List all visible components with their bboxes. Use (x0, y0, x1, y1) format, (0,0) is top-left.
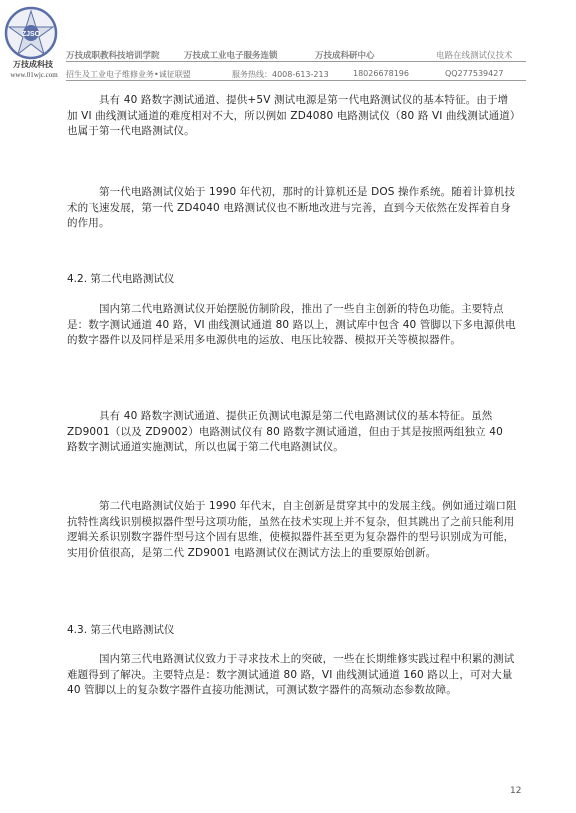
header-rule (66, 80, 526, 81)
paragraph: 国内第三代电路测试仪致力于寻求技术上的突破，一些在长期维修实践过程中积累的测试难题得到了解决。主要特点是：数字测试通道 80 路，VI 曲线测试通道 160 路以上，可对大量 40 管脚以上的复杂数字器件直接功能测试，可测试数字器件的高频动态参数故障。 (67, 653, 515, 696)
header-item: 万技成科研中心 (315, 51, 375, 61)
company-logo (4, 6, 58, 60)
header-item: 电路在线测试仪技术 (436, 51, 513, 61)
logo-text: ZJSO (21, 31, 41, 38)
paragraph: 具有 40 路数字测试通道、提供正负测试电源是第二代电路测试仪的基本特征。虽然 ZD9001（以及 ZD9002）电路测试仪有 80 路数字测试通道，但由于其是按照两组独立 40 路数字测试通道实施测试，所以也属于第二代电路测试仪。 (67, 410, 503, 453)
header-item: 万技成职教科技培训学院 (66, 51, 160, 61)
paragraph: 国内第二代电路测试仪开始摆脱仿制阶段，推出了一些自主创新的特色功能。主要特点是：数字测试通道 40 路，VI 曲线测试通道 80 路以上，测试库中包含 40 管脚以下多电源供电的数字器件以及同样是采用多电源供电的运放、电压比较器、模拟开关等模拟器件。 (67, 303, 516, 346)
paragraph: 第一代电路测试仪始于 1990 年代初，那时的计算机还是 DOS 操作系统。随着计算机技术的飞速发展，第一代 ZD4040 电路测试仪也不断地改进与完善，直到今天依然在发挥着自身的作用。 (67, 186, 516, 229)
page-number: 12 (510, 786, 522, 796)
paragraph: 具有 40 路数字测试通道、提供+5V 测试电源是第一代电路测试仪的基本特征。由于增加 VI 曲线测试通道的难度相对不大，所以例如 ZD4080 电路测试仪（80 路 VI 曲线测试通道）也属于第一代电路测试仪。 (67, 94, 516, 137)
logo-url: www.01wjc.com (10, 71, 58, 79)
section-heading: 4.2. 第二代电路测试仪 (67, 273, 175, 285)
header-rule (66, 61, 526, 62)
paragraph: 第二代电路测试仪始于 1990 年代末，自主创新是贯穿其中的发展主线。例如通过端口阻抗特性离线识别模拟器件型号这项功能，虽然在技术实现上并不复杂，但其跳出了之前只能利用逻辑关系识别数字器件型号这个固有思维，使模拟器件甚至更为复杂器件的型号识别成为可能，实用价值很高，是第二代 ZD9001 电路测试仪在测试方法上的重要原始创新。 (67, 500, 517, 559)
header-item: 18026678196 (353, 69, 409, 78)
header-item: 招生及工业电子维修业务•诚征联盟 (66, 70, 191, 79)
header-item: 万技成工业电子服务连锁 (184, 51, 278, 61)
section-heading: 4.3. 第三代电路测试仪 (67, 624, 175, 636)
logo-name: 万技成科技 (13, 59, 53, 69)
header-item: 服务热线：4008-613-213 (232, 70, 329, 79)
header-item: QQ277539427 (445, 69, 504, 78)
